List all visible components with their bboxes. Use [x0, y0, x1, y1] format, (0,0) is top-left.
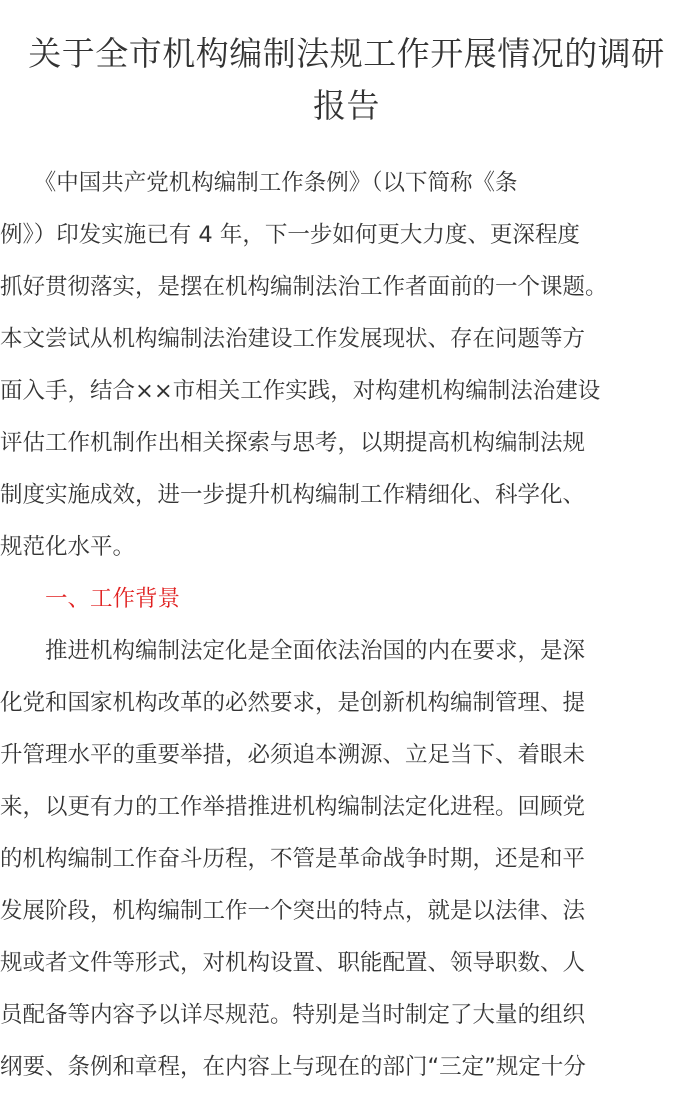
- paragraph-line: 规或者文件等形式，对机构设置、职能配置、领导职数、人: [0, 950, 586, 976]
- paragraph-line: 制度实施成效，进一步提升机构编制工作精细化、科学化、: [0, 482, 586, 508]
- paragraph-line: 本文尝试从机构编制法治建设工作发展现状、存在问题等方: [0, 326, 586, 352]
- section-heading: 一、工作背景: [0, 586, 181, 612]
- paragraph-line: 的机构编制工作奋斗历程，不管是革命战争时期，还是和平: [0, 846, 586, 872]
- paragraph-line: 抓好贯彻落实，是摆在机构编制法治工作者面前的一个课题。: [0, 274, 608, 300]
- paragraph-line: 《中国共产党机构编制工作条例》（以下简称《条: [0, 170, 518, 196]
- paragraph-line: 发展阶段，机构编制工作一个突出的特点，就是以法律、法: [0, 898, 586, 924]
- paragraph-line: 纲要、条例和章程，在内容上与现在的部门“三定”规定十分: [0, 1054, 586, 1080]
- document-title: [0, 28, 693, 132]
- paragraph-line: 员配备等内容予以详尽规范。特别是当时制定了大量的组织: [0, 1002, 586, 1028]
- title-line-2: 报告: [313, 86, 380, 125]
- title-line-1: 关于全市机构编制法规工作开展情况的调研: [28, 34, 665, 73]
- paragraph-line: 化党和国家机构改革的必然要求，是创新机构编制管理、提: [0, 690, 586, 716]
- paragraph-line: 规范化水平。: [0, 534, 136, 560]
- paragraph-line: 来，以更有力的工作举措推进机构编制法定化进程。回顾党: [0, 794, 586, 820]
- paragraph-line: 升管理水平的重要举措，必须追本溯源、立足当下、着眼未: [0, 742, 586, 768]
- paragraph-line: 评估工作机制作出相关探索与思考，以期提高机构编制法规: [0, 430, 586, 456]
- document-body: [0, 157, 693, 1093]
- paragraph-line: 例》）印发实施已有 4 年，下一步如何更大力度、更深程度: [0, 222, 580, 248]
- paragraph-line: 面入手，结合××市相关工作实践，对构建机构编制法治建设: [0, 378, 601, 404]
- paragraph-line: 推进机构编制法定化是全面依法治国的内在要求，是深: [0, 638, 586, 664]
